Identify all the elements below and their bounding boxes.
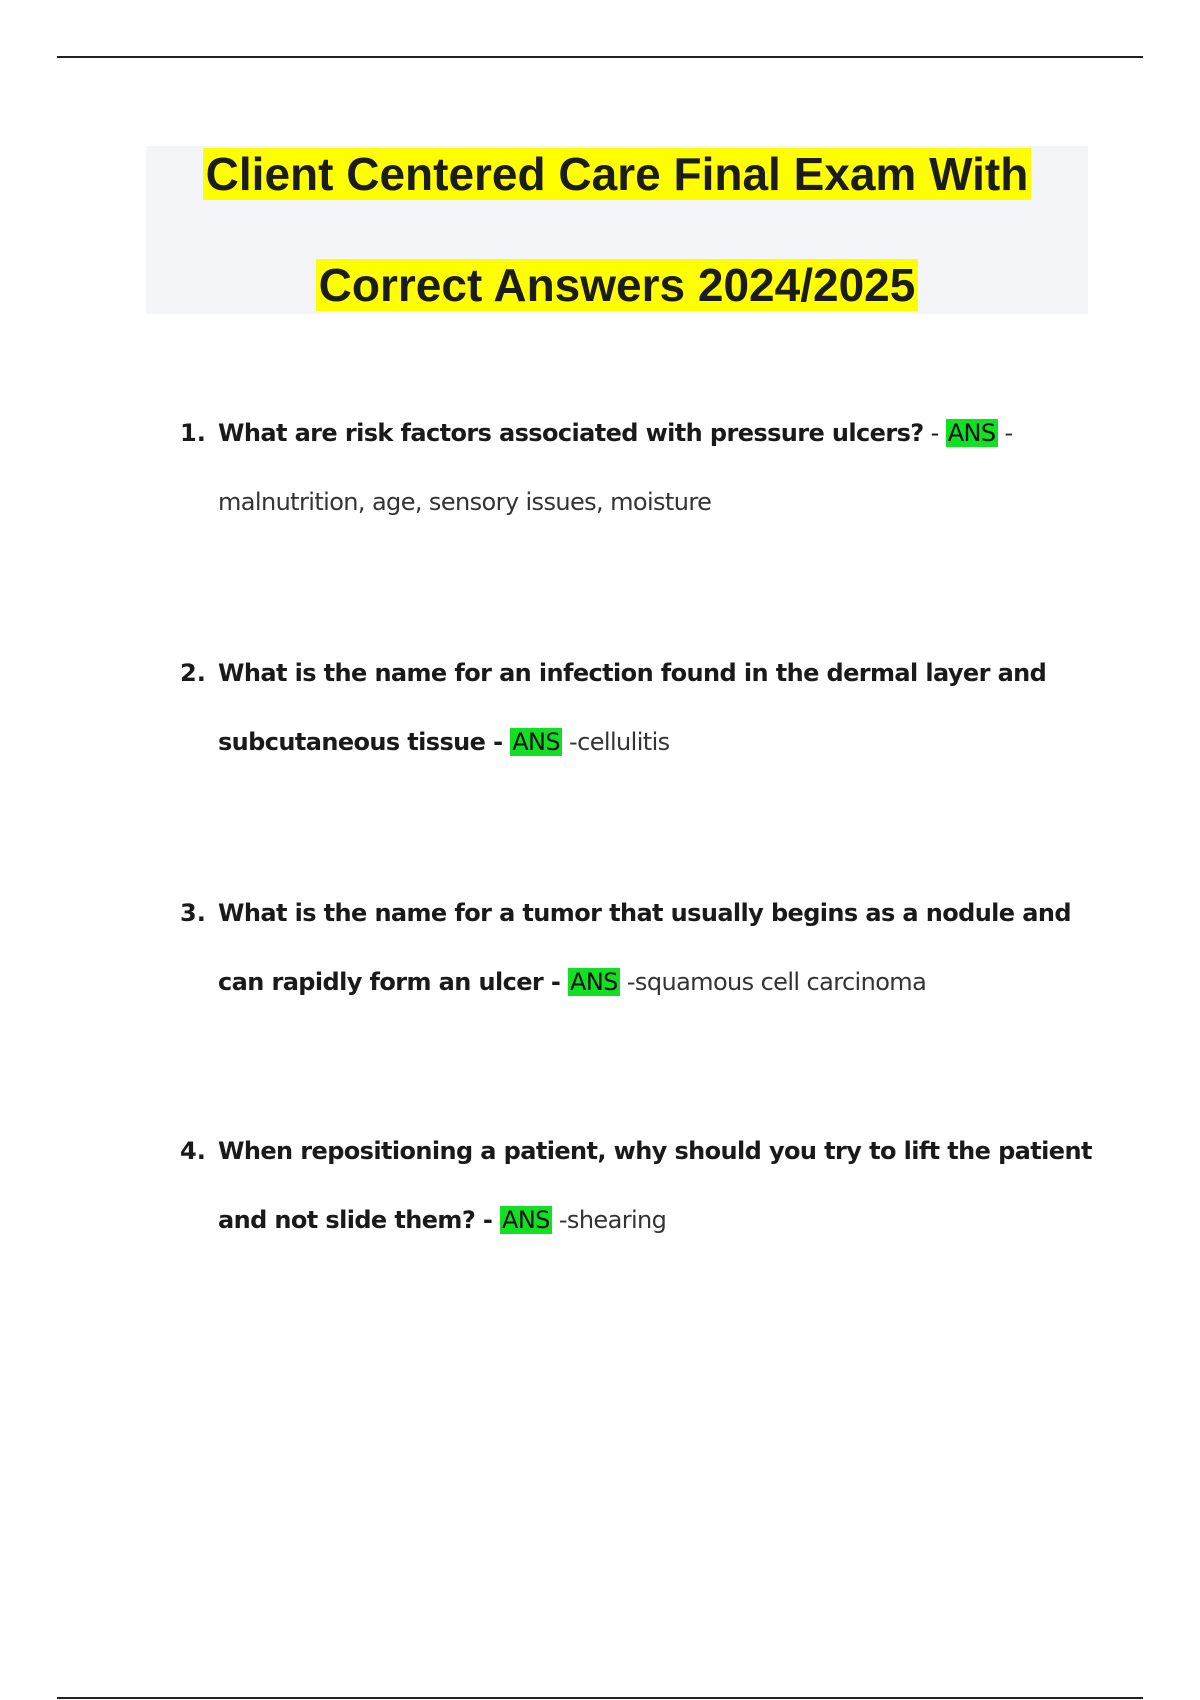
ans-label: ANS (570, 968, 618, 996)
question-item (180, 661, 1100, 777)
question-text: What is the name for an infection found in the dermal layer and subcutaneous tissue (218, 659, 1047, 756)
ans-label: ANS (502, 1206, 550, 1234)
question-body (218, 639, 1098, 777)
title-line-2-text: Correct Answers 2024/2025 (316, 259, 919, 311)
title-line-1-text: Client Centered Care Final Exam With (203, 148, 1032, 200)
question-number: 4. (180, 1137, 206, 1165)
question-item (180, 901, 1100, 1017)
question-body (218, 1117, 1098, 1255)
question-item (180, 1139, 1100, 1255)
question-separator: - (485, 728, 511, 756)
question-item (180, 421, 1100, 537)
question-text: What is the name for a tumor that usually begins as a nodule and can rapidly form an ulcer (218, 899, 1071, 996)
top-rule (57, 56, 1143, 58)
title-block (146, 146, 1088, 314)
question-separator: - (543, 968, 569, 996)
bottom-rule (57, 1697, 1143, 1699)
question-separator: - (923, 419, 946, 447)
answer-text: -shearing (551, 1206, 667, 1234)
question-number: 3. (180, 899, 206, 927)
question-text: When repositioning a patient, why should you try to lift the patient and not slide them? (218, 1137, 1092, 1234)
question-body (218, 879, 1098, 1017)
question-text: What are risk factors associated with pressure ulcers? (218, 419, 924, 447)
answer-text: -cellulitis (562, 728, 670, 756)
ans-label: ANS (947, 419, 996, 447)
question-number: 2. (180, 659, 206, 687)
answer-text: -malnutrition, age, sensory issues, moisture (218, 419, 1013, 516)
question-number: 1. (180, 419, 206, 447)
answer-text: -squamous cell carcinoma (619, 968, 927, 996)
title-line-1 (146, 146, 1088, 202)
ans-label: ANS (512, 728, 561, 756)
question-body (218, 399, 1098, 537)
question-separator: - (475, 1206, 501, 1234)
title-line-2 (146, 257, 1088, 313)
